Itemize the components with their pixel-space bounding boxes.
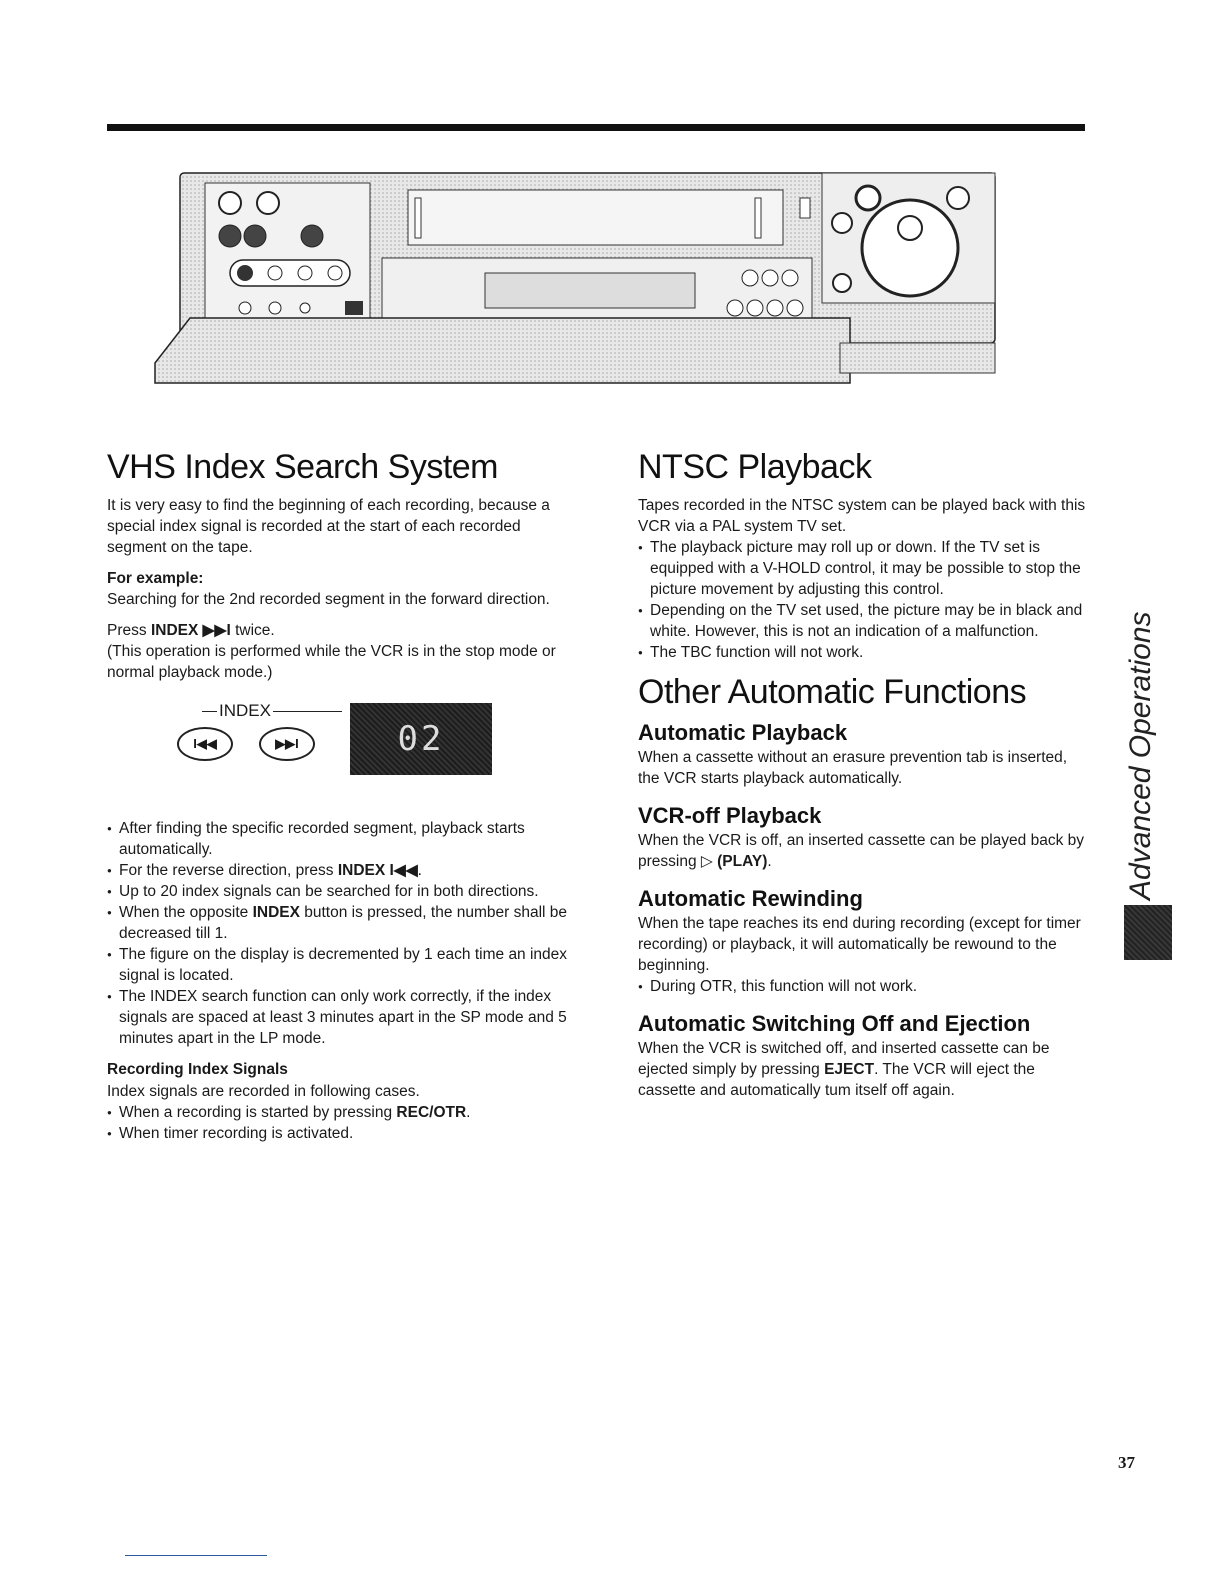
vhs-bullet-list [107, 818, 577, 1049]
vcr-off-text: When the VCR is off, an inserted cassette can be played back by pressing ▷ (PLAY). [638, 832, 1085, 870]
index-display-value: 02 [397, 719, 445, 759]
list-item: ● Up to 20 index signals can be searched for in both directions. [107, 881, 577, 902]
recording-index-list [107, 1102, 577, 1144]
list-item: ● When a recording is started by pressing REC/OTR. [107, 1102, 577, 1123]
right-column [638, 448, 1088, 1101]
vhs-index-title: VHS Index Search System [107, 448, 499, 486]
recording-index-intro: Index signals are recorded in following cases. [107, 1083, 420, 1100]
rewinding-heading: Automatic Rewinding [638, 886, 863, 911]
list-item: ● For the reverse direction, press INDEX I◀◀. [107, 860, 577, 881]
index-back-button-icon: I◀◀ [177, 727, 233, 761]
ntsc-title: NTSC Playback [638, 448, 872, 486]
list-item: ● After finding the specific recorded segment, playback starts automatically. [107, 818, 577, 860]
top-rule [107, 124, 1085, 131]
list-item: ● When timer recording is activated. [107, 1123, 577, 1144]
vcr-off-heading: VCR-off Playback [638, 803, 822, 828]
operation-note: (This operation is performed while the VCR is in the stop mode or normal playback mode.) [107, 643, 556, 681]
list-item: ● The figure on the display is decremented by 1 each time an index signal is located. [107, 944, 577, 986]
auto-playback-heading: Automatic Playback [638, 720, 848, 745]
switching-text: When the VCR is switched off, and inserted cassette can be ejected simply by pressing EJECT. The VCR will eject the cassette and automatically tum itself off again. [638, 1040, 1050, 1099]
left-column [107, 448, 577, 1144]
example-heading: For example: [107, 570, 204, 587]
auto-playback-text: When a cassette without an erasure prevention tab is inserted, the VCR starts playback automatically. [638, 749, 1068, 787]
index-display [350, 703, 492, 775]
rewinding-list [638, 976, 1088, 997]
list-item: ● Depending on the TV set used, the picture may be in black and white. However, this is not an indication of a malfunction. [638, 600, 1088, 642]
footer-rule [125, 1555, 267, 1556]
ntsc-intro: Tapes recorded in the NTSC system can be played back with this VCR via a PAL system TV set. [638, 497, 1086, 535]
index-forward-button-icon: ▶▶I [259, 727, 315, 761]
recording-index-heading: Recording Index Signals [107, 1061, 288, 1078]
page-number: 37 [1118, 1453, 1135, 1472]
ntsc-bullet-list [638, 537, 1088, 663]
list-item: ● The INDEX search function can only work correctly, if the index signals are spaced at least 3 minutes apart in the SP mode and 5 minutes apart in the LP mode. [107, 986, 577, 1049]
index-label: INDEX [219, 701, 271, 720]
switching-heading: Automatic Switching Off and Ejection [638, 1011, 1031, 1036]
list-item: ● During OTR, this function will not work. [638, 976, 1088, 997]
list-item: ● The TBC function will not work. [638, 642, 1088, 663]
list-item: ● The playback picture may roll up or down. If the TV set is equipped with a V-HOLD control, it may be possible to stop the picture movement by adjusting this control. [638, 537, 1088, 600]
list-item: ● When the opposite INDEX button is pressed, the number shall be decreased till 1. [107, 902, 577, 944]
other-functions-title: Other Automatic Functions [638, 673, 1027, 711]
press-instruction: Press INDEX ▶▶I twice. [107, 622, 275, 639]
example-text: Searching for the 2nd recorded segment in the forward direction. [107, 591, 550, 608]
side-tab-label: Advanced Operations [1124, 611, 1157, 900]
index-buttons-figure [107, 701, 577, 806]
rewinding-text: When the tape reaches its end during recording (except for timer recording) or playback, it will automatically be rewound to the beginning. [638, 915, 1081, 974]
side-tab-marker [1124, 905, 1172, 960]
vcr-front-panel-illustration [150, 168, 1000, 386]
vhs-intro: It is very easy to find the beginning of each recording, because a special index signal is recorded at the start of each recorded segment on the tape. [107, 497, 550, 556]
